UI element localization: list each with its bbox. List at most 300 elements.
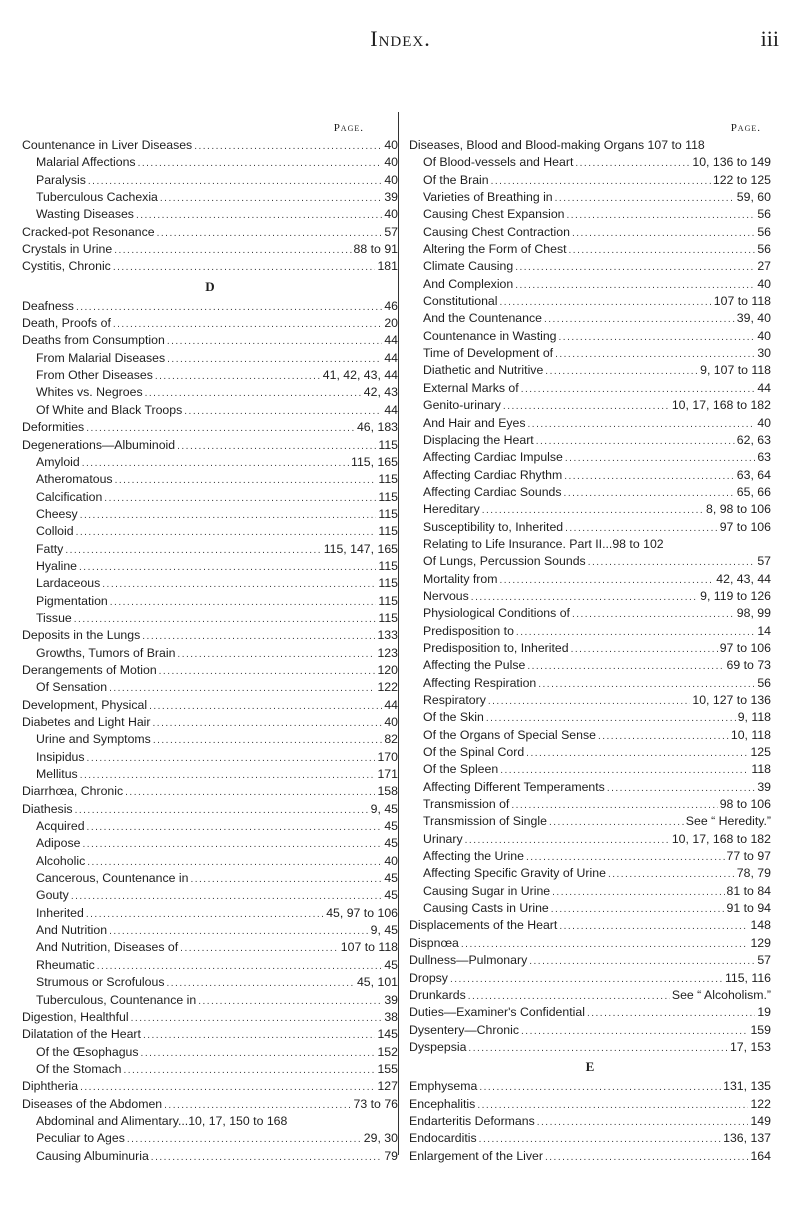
dot-leader (529, 953, 755, 970)
entry-term: Physiological Conditions of (423, 606, 570, 621)
index-entry (409, 154, 771, 171)
index-entry (409, 536, 771, 553)
entry-term: Enlargement of the Liver (409, 1148, 543, 1163)
entry-page-ref: 56 (757, 242, 771, 257)
index-entry (22, 384, 398, 401)
dot-leader (471, 589, 698, 606)
dot-leader (180, 940, 339, 957)
entry-page-ref: 122 to 125 (712, 172, 771, 187)
index-entry (409, 796, 771, 813)
index-entry (22, 471, 398, 488)
index-entry (409, 970, 771, 987)
entry-term: Growths, Tumors of Brain (36, 645, 176, 660)
entry-term: Causing Chest Expansion (423, 207, 565, 222)
index-entry (409, 501, 771, 518)
entry-page-ref: 69 to 73 (726, 658, 771, 673)
entry-page-ref: 115 (378, 489, 398, 504)
index-entry (409, 917, 771, 934)
index-entry (409, 848, 771, 865)
entry-term: Of the Skin (423, 710, 484, 725)
page-header (0, 26, 801, 56)
dot-leader (86, 420, 355, 437)
entry-page-ref: 56 (757, 675, 771, 690)
entry-term: Of White and Black Troops (36, 402, 183, 417)
dot-leader (97, 958, 383, 975)
entry-term: Affecting Cardiac Sounds (423, 484, 562, 499)
entry-term: Tissue (36, 610, 72, 625)
dot-leader (145, 385, 362, 402)
dot-leader (142, 628, 375, 645)
dot-leader (76, 299, 382, 316)
dot-leader (587, 1005, 755, 1022)
dot-leader (125, 784, 375, 801)
dot-leader (555, 190, 735, 207)
entry-page-ref: 57 (384, 224, 398, 239)
index-entry (22, 541, 398, 558)
index-entry (409, 865, 771, 882)
entry-page-ref: 115 (378, 610, 398, 625)
index-entry (22, 1096, 398, 1113)
index-entry (409, 952, 771, 969)
entry-term: Of Lungs, Percussion Sounds (423, 554, 586, 569)
entry-page-ref: 8, 98 to 106 (706, 502, 771, 517)
dot-leader (87, 750, 376, 767)
entry-term: Peculiar to Ages (36, 1131, 125, 1146)
entry-page-ref: 73 to 76 (353, 1096, 398, 1111)
entry-term: Affecting the Pulse (423, 658, 526, 673)
index-entry (22, 350, 398, 367)
dot-leader (500, 294, 712, 311)
entry-term: Causing Casts in Urine (423, 901, 549, 916)
index-entry (409, 675, 771, 692)
dot-leader (567, 207, 756, 224)
page-number: iii (760, 26, 779, 51)
entry-page-ref: 40 (384, 715, 398, 729)
dot-leader (538, 676, 755, 693)
index-entry (22, 731, 398, 748)
entry-page-ref: 115 (378, 576, 398, 591)
entry-term: Tuberculous Cachexia (36, 190, 158, 205)
index-entry (409, 1039, 771, 1056)
index-entry (22, 992, 398, 1009)
dot-leader (88, 173, 382, 190)
entry-term: And Nutrition, Diseases of (36, 940, 179, 955)
dot-leader (537, 1114, 749, 1131)
entry-page-ref: 127 (377, 1079, 398, 1094)
dot-leader (552, 884, 724, 901)
page-column-label: Page. (730, 122, 761, 134)
index-entry (22, 1113, 398, 1130)
index-column-left (22, 122, 398, 1165)
entry-page-ref: 148 (750, 918, 771, 933)
dot-leader (87, 819, 383, 836)
entry-term: Time of Development of (423, 346, 554, 361)
dot-leader (149, 698, 382, 715)
entry-page-ref: 62, 63 (736, 432, 771, 447)
entry-term: Transmission of (423, 797, 510, 812)
entry-page-ref: 14 (757, 623, 771, 638)
entry-term: Causing Sugar in Urine (423, 883, 551, 898)
entry-term: Altering the Form of Chest (423, 242, 567, 257)
dot-leader (143, 1027, 376, 1044)
index-entry (409, 709, 771, 726)
entry-page-ref: 171 (377, 767, 398, 782)
entry-page-ref: 131, 135 (723, 1079, 771, 1094)
index-entry (409, 779, 771, 796)
entry-term: Affecting Cardiac Impulse (423, 450, 563, 465)
entry-term: Varieties of Breathing in (423, 190, 553, 205)
dot-leader (75, 802, 369, 819)
dot-leader (482, 502, 704, 519)
entry-term: Urinary (423, 831, 463, 846)
entry-term: External Marks of (423, 380, 519, 395)
index-entry (409, 588, 771, 605)
dot-leader (138, 155, 383, 172)
entry-term: Of the Organs of Special Sense (423, 727, 596, 742)
entry-term: Deafness (22, 298, 74, 313)
entry-page-ref: 82 (384, 732, 398, 747)
index-entry (22, 189, 398, 206)
entry-page-ref: 79 (384, 1148, 398, 1163)
dot-leader (65, 542, 321, 559)
index-entry (409, 1004, 771, 1021)
entry-term: Dyspepsia (409, 1039, 467, 1054)
entry-term: From Other Diseases (36, 368, 153, 383)
entry-page-ref: 10, 136 to 149 (692, 155, 771, 170)
index-entry (409, 657, 771, 674)
dot-leader (491, 173, 711, 190)
entry-term: Affecting the Urine (423, 849, 524, 864)
entry-page-ref: 9, 45 (370, 923, 398, 938)
entry-term: And Hair and Eyes (423, 415, 526, 430)
index-entry (409, 1096, 771, 1113)
entry-term: Emphysema (409, 1079, 478, 1094)
index-entry (22, 714, 398, 731)
index-entry (22, 766, 398, 783)
index-entry (22, 1061, 398, 1078)
dot-leader (564, 468, 735, 485)
entry-term: Dysentery—Chronic (409, 1022, 520, 1037)
entry-page-ref: 125 (750, 745, 771, 760)
dot-leader (516, 624, 755, 641)
index-entry (22, 905, 398, 922)
entry-page-ref: 77 to 97 (726, 849, 771, 864)
index-entry (22, 224, 398, 241)
entry-term: Abdominal and Alimentary...10, 17, 150 to 168 (36, 1113, 288, 1128)
index-entry (22, 939, 398, 956)
entry-term: Diarrhœa, Chronic (22, 784, 124, 799)
entry-term: Diphtheria (22, 1079, 79, 1094)
index-entry (409, 1113, 771, 1130)
dot-leader (110, 594, 377, 611)
dot-leader (486, 710, 736, 727)
entry-term: Causing Chest Contraction (423, 224, 570, 239)
dot-leader (549, 814, 684, 831)
index-entry (22, 697, 398, 714)
entry-term: Fatty (36, 541, 64, 556)
entry-page-ref: 97 to 106 (719, 640, 771, 655)
dot-leader (450, 971, 723, 988)
entry-term: Affecting Cardiac Rhythm (423, 467, 563, 482)
index-entry (409, 467, 771, 484)
section-letter: D (205, 278, 215, 294)
entry-term: Diathesis (22, 801, 73, 816)
entry-page-ref: 57 (757, 953, 771, 968)
entry-term: Diabetes and Light Hair (22, 715, 151, 729)
entry-page-ref: 30 (757, 346, 771, 361)
entry-term: Susceptibility to, Inherited (423, 519, 564, 534)
entry-term: Of the Spleen (423, 762, 499, 777)
entry-page-ref: 42, 43, 44 (716, 571, 771, 586)
entry-term: Wasting Diseases (36, 207, 134, 222)
entry-term: Constitutional (423, 294, 498, 309)
entry-term: Dilatation of the Heart (22, 1027, 141, 1042)
index-entry (409, 172, 771, 189)
entry-term: Countenance in Wasting (423, 328, 557, 343)
dot-leader (76, 524, 377, 541)
entry-term: Amyloid (36, 454, 80, 469)
index-entry (22, 506, 398, 523)
entry-term: Death, Proofs of (22, 316, 111, 331)
dot-leader (461, 936, 749, 953)
entry-term: Mortality from (423, 571, 498, 586)
index-entry (409, 397, 771, 414)
index-entry (22, 627, 398, 644)
index-entry (22, 258, 398, 275)
dot-leader (569, 242, 756, 259)
dot-leader (82, 455, 349, 472)
section-letter: E (585, 1059, 595, 1075)
dot-leader (468, 988, 670, 1005)
entry-page-ref: 181 (377, 259, 398, 274)
index-entry (409, 328, 771, 345)
index-entry (22, 645, 398, 662)
index-entry (409, 1022, 771, 1039)
dot-leader (159, 663, 376, 680)
entry-page-ref: 115 (378, 524, 398, 539)
entry-page-ref: 19 (757, 1005, 771, 1020)
index-entry (409, 362, 771, 379)
index-entry (22, 206, 398, 223)
index-entry (22, 801, 398, 818)
index-entry (22, 610, 398, 627)
entry-term: Dullness—Pulmonary (409, 953, 528, 968)
entry-term: Of Blood-vessels and Heart (423, 155, 574, 170)
index-entry (22, 1130, 398, 1147)
dot-leader (157, 225, 383, 242)
entry-term: Endocarditis (409, 1131, 477, 1146)
entry-term: Affecting Specific Gravity of Urine (423, 866, 606, 881)
dot-leader (551, 901, 725, 918)
index-entry (409, 137, 771, 154)
entry-page-ref: See “ Heredity.” (685, 814, 771, 829)
entry-term: Rheumatic (36, 957, 95, 972)
entry-page-ref: 122 (377, 680, 398, 695)
dot-leader (151, 1149, 383, 1166)
dot-leader (545, 1149, 748, 1166)
entry-page-ref: 152 (377, 1044, 398, 1059)
index-entry (409, 883, 771, 900)
entry-page-ref: 107 to 118 (713, 294, 771, 309)
entry-page-ref: 115 (378, 437, 398, 452)
dot-leader (571, 641, 718, 658)
entry-page-ref: 44 (384, 697, 398, 712)
entry-term: Crystals in Urine (22, 242, 113, 257)
index-entry (22, 489, 398, 506)
entry-term: Affecting Respiration (423, 675, 537, 690)
index-entry (409, 224, 771, 241)
entry-page-ref: 158 (377, 784, 398, 799)
index-entry (409, 484, 771, 501)
entry-page-ref: 115, 116 (724, 970, 771, 985)
index-entry (409, 449, 771, 466)
entry-term: Cracked-pot Resonance (22, 224, 155, 239)
entry-page-ref: 107 to 118 (340, 940, 398, 955)
dot-leader (109, 680, 375, 697)
entry-term: Drunkards (409, 987, 466, 1002)
entry-page-ref: 9, 45 (370, 801, 398, 816)
entry-page-ref: 115 (378, 593, 398, 608)
index-entry (22, 419, 398, 436)
index-entry (22, 1148, 398, 1165)
entry-term: Affecting Different Temperaments (423, 779, 605, 794)
entry-page-ref: 63, 64 (736, 467, 771, 482)
dot-leader (123, 1062, 375, 1079)
index-entry (22, 1044, 398, 1061)
dot-leader (80, 767, 376, 784)
entry-term: Calcification (36, 489, 103, 504)
dot-leader (528, 416, 756, 433)
index-entry (409, 727, 771, 744)
index-entry (409, 258, 771, 275)
entry-page-ref: 42, 43 (363, 385, 398, 400)
index-entry (22, 575, 398, 592)
index-entry (22, 662, 398, 679)
index-entry (409, 415, 771, 432)
entry-page-ref: 145 (377, 1027, 398, 1042)
index-entry (22, 835, 398, 852)
index-entry (409, 640, 771, 657)
entry-term: Lardaceous (36, 576, 101, 591)
entry-page-ref: 40 (384, 155, 398, 170)
entry-page-ref: 27 (757, 259, 771, 274)
entry-page-ref: 59, 60 (736, 190, 771, 205)
entry-page-ref: 40 (757, 415, 771, 430)
dot-leader (511, 797, 717, 814)
entry-page-ref: 40 (384, 853, 398, 868)
dot-leader (104, 490, 376, 507)
dot-leader (607, 780, 755, 797)
index-entry (409, 553, 771, 570)
dot-leader (177, 438, 376, 455)
entry-page-ref: 9, 107 to 118 (700, 363, 771, 378)
index-entry (409, 935, 771, 952)
index-entry (409, 605, 771, 622)
dot-leader (82, 836, 382, 853)
dot-leader (521, 1023, 748, 1040)
entry-page-ref: 115 (378, 472, 398, 487)
dot-leader (565, 520, 718, 537)
entry-page-ref: 136, 137 (723, 1131, 771, 1146)
entry-page-ref: 63 (757, 450, 771, 465)
dot-leader (575, 155, 690, 172)
entry-page-ref: 39, 40 (736, 311, 771, 326)
dot-leader (127, 1131, 362, 1148)
entry-page-ref: 40 (384, 138, 398, 152)
dot-leader (155, 368, 321, 385)
index-entry (22, 332, 398, 349)
dot-leader (565, 450, 755, 467)
dot-leader (564, 485, 735, 502)
entry-page-ref: 129 (750, 935, 771, 950)
index-entry (22, 454, 398, 471)
index-entry (22, 367, 398, 384)
entry-page-ref: 44 (384, 350, 398, 365)
entry-page-ref: 133 (377, 628, 398, 643)
dot-leader (544, 311, 735, 328)
index-entry (409, 206, 771, 223)
entry-page-ref: 29, 30 (363, 1131, 398, 1146)
entry-page-ref: 123 (377, 645, 398, 660)
entry-page-ref: 81 to 84 (726, 883, 771, 898)
entry-page-ref: 122 (750, 1096, 771, 1111)
index-entry (409, 345, 771, 362)
dot-leader (477, 1097, 748, 1114)
index-entry (22, 922, 398, 939)
entry-term: Hyaline (36, 558, 78, 573)
index-entry (409, 571, 771, 588)
entry-page-ref: 159 (750, 1022, 771, 1037)
dot-leader (468, 1040, 728, 1057)
entry-page-ref: 46 (384, 298, 398, 313)
entry-term: Endarteritis Deformans (409, 1113, 535, 1128)
entry-term: Genito-urinary (423, 398, 501, 413)
entry-page-ref: 44 (757, 380, 771, 395)
index-entry (22, 137, 398, 154)
entry-page-ref: 98 to 106 (719, 797, 771, 812)
entry-page-ref: See “ Alcoholism.” (671, 987, 771, 1002)
dot-leader (164, 1097, 351, 1114)
entry-term: And Nutrition (36, 923, 108, 938)
entry-page-ref: 65, 66 (736, 484, 771, 499)
index-list-left (22, 137, 398, 1165)
dot-leader (86, 906, 324, 923)
entry-term: Inherited (36, 905, 84, 920)
dot-leader (115, 472, 377, 489)
index-column-right (398, 112, 771, 1163)
index-entry (22, 957, 398, 974)
index-entry (409, 1130, 771, 1147)
entry-page-ref: 20 (384, 316, 398, 331)
entry-term: Of the Spinal Cord (423, 745, 525, 760)
entry-page-ref: 40 (384, 207, 398, 222)
index-entry (22, 870, 398, 887)
entry-page-ref: 40 (757, 328, 771, 343)
entry-page-ref: 40 (757, 276, 771, 291)
entry-page-ref: 39 (384, 190, 398, 205)
index-entry (409, 831, 771, 848)
index-entry (22, 679, 398, 696)
dot-leader (74, 611, 377, 628)
dot-leader (527, 658, 724, 675)
entry-term: Urine and Symptoms (36, 732, 151, 747)
index-entry (409, 744, 771, 761)
index-entry (22, 558, 398, 575)
dot-leader (114, 242, 351, 259)
dot-leader (102, 576, 376, 593)
dot-leader (160, 190, 382, 207)
dot-leader (515, 259, 755, 276)
